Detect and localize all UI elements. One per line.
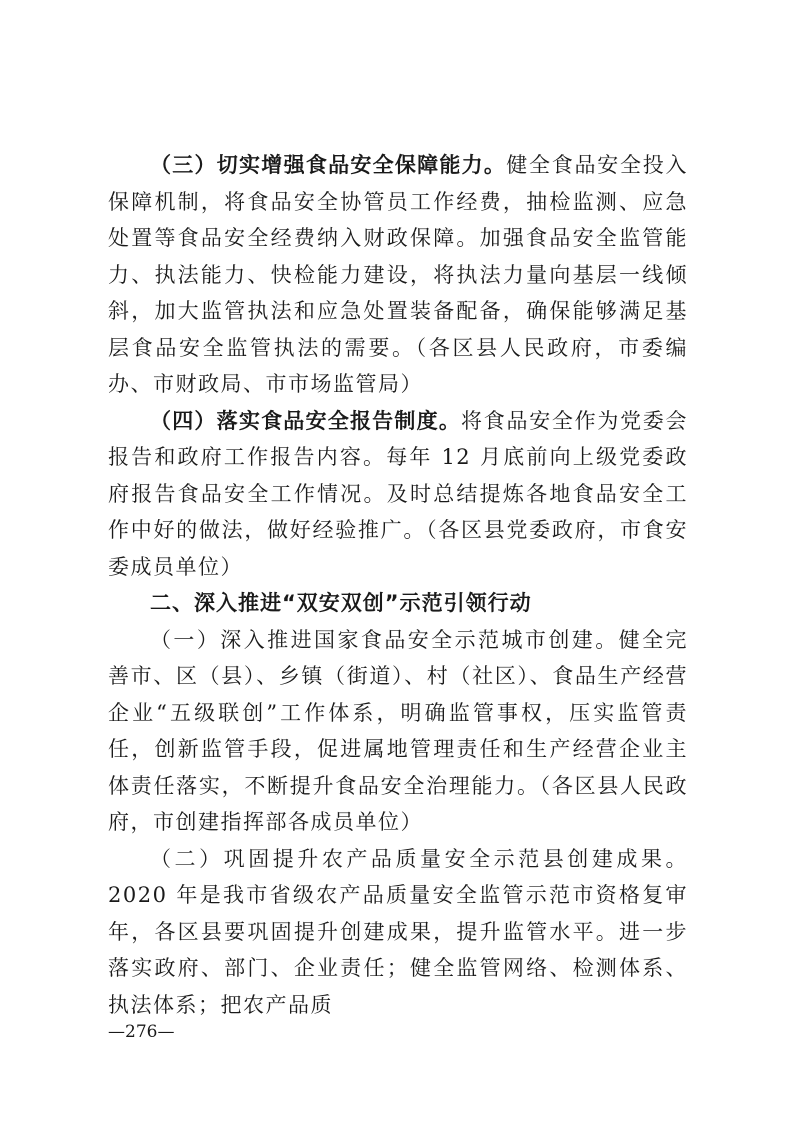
- paragraph-model-county: [108, 841, 688, 1024]
- paragraph-safety-guarantee: [108, 147, 688, 403]
- paragraph-lead: （四）落实食品安全报告制度。: [150, 408, 462, 433]
- page-number: —276—: [108, 1022, 175, 1042]
- paragraph-text: （二）巩固提升农产品质量安全示范县创建成果。2020 年是我市省级农产品质量安全监管示范市资格复审年，各区县要巩固提升创建成果，提升监管水平。进一步落实政府、部门、企业责任；健全监管网络、检测体系、执法体系；把农产品质: [108, 846, 688, 1017]
- paragraph-text: （一）深入推进国家食品安全示范城市创建。健全完善市、区（县）、乡镇（街道）、村（社区）、食品生产经营企业“五级联创”工作体系，明确监管事权，压实监管责任，创新监管手段，促进属地管理责任和生产经营企业主体责任落实，不断提升食品安全治理能力。（各区县人民政府，市创建指挥部各成员单位）: [108, 627, 688, 834]
- section-heading: 二、深入推进“双安双创”示范引领行动: [150, 591, 532, 615]
- paragraph-lead: （三）切实增强食品安全保障能力。: [150, 153, 507, 177]
- paragraph-text: 健全食品安全投入保障机制，将食品安全协管员工作经费，抽检监测、应急处置等食品安全经费纳入财政保障。加强食品安全监管能力、执法能力、快检能力建设，将执法力量向基层一线倾斜，加大监管执法和应急处置装备配备，确保能够满足基层食品安全监管执法的需要。（各区县人民政府，市委编办、市财政局、市市场监管局）: [108, 153, 689, 396]
- document-body: [108, 147, 688, 1023]
- paragraph-safety-report: [108, 403, 688, 586]
- paragraph-model-city: [108, 622, 688, 841]
- paragraph-text: 将食品安全作为党委会报告和政府工作报告内容。每年 12 月底前向上级党委政府报告食品安全工作情况。及时总结提炼各地食品安全工作中好的做法，做好经验推广。（各区县党委政府，市食安委成员单位）: [108, 408, 689, 579]
